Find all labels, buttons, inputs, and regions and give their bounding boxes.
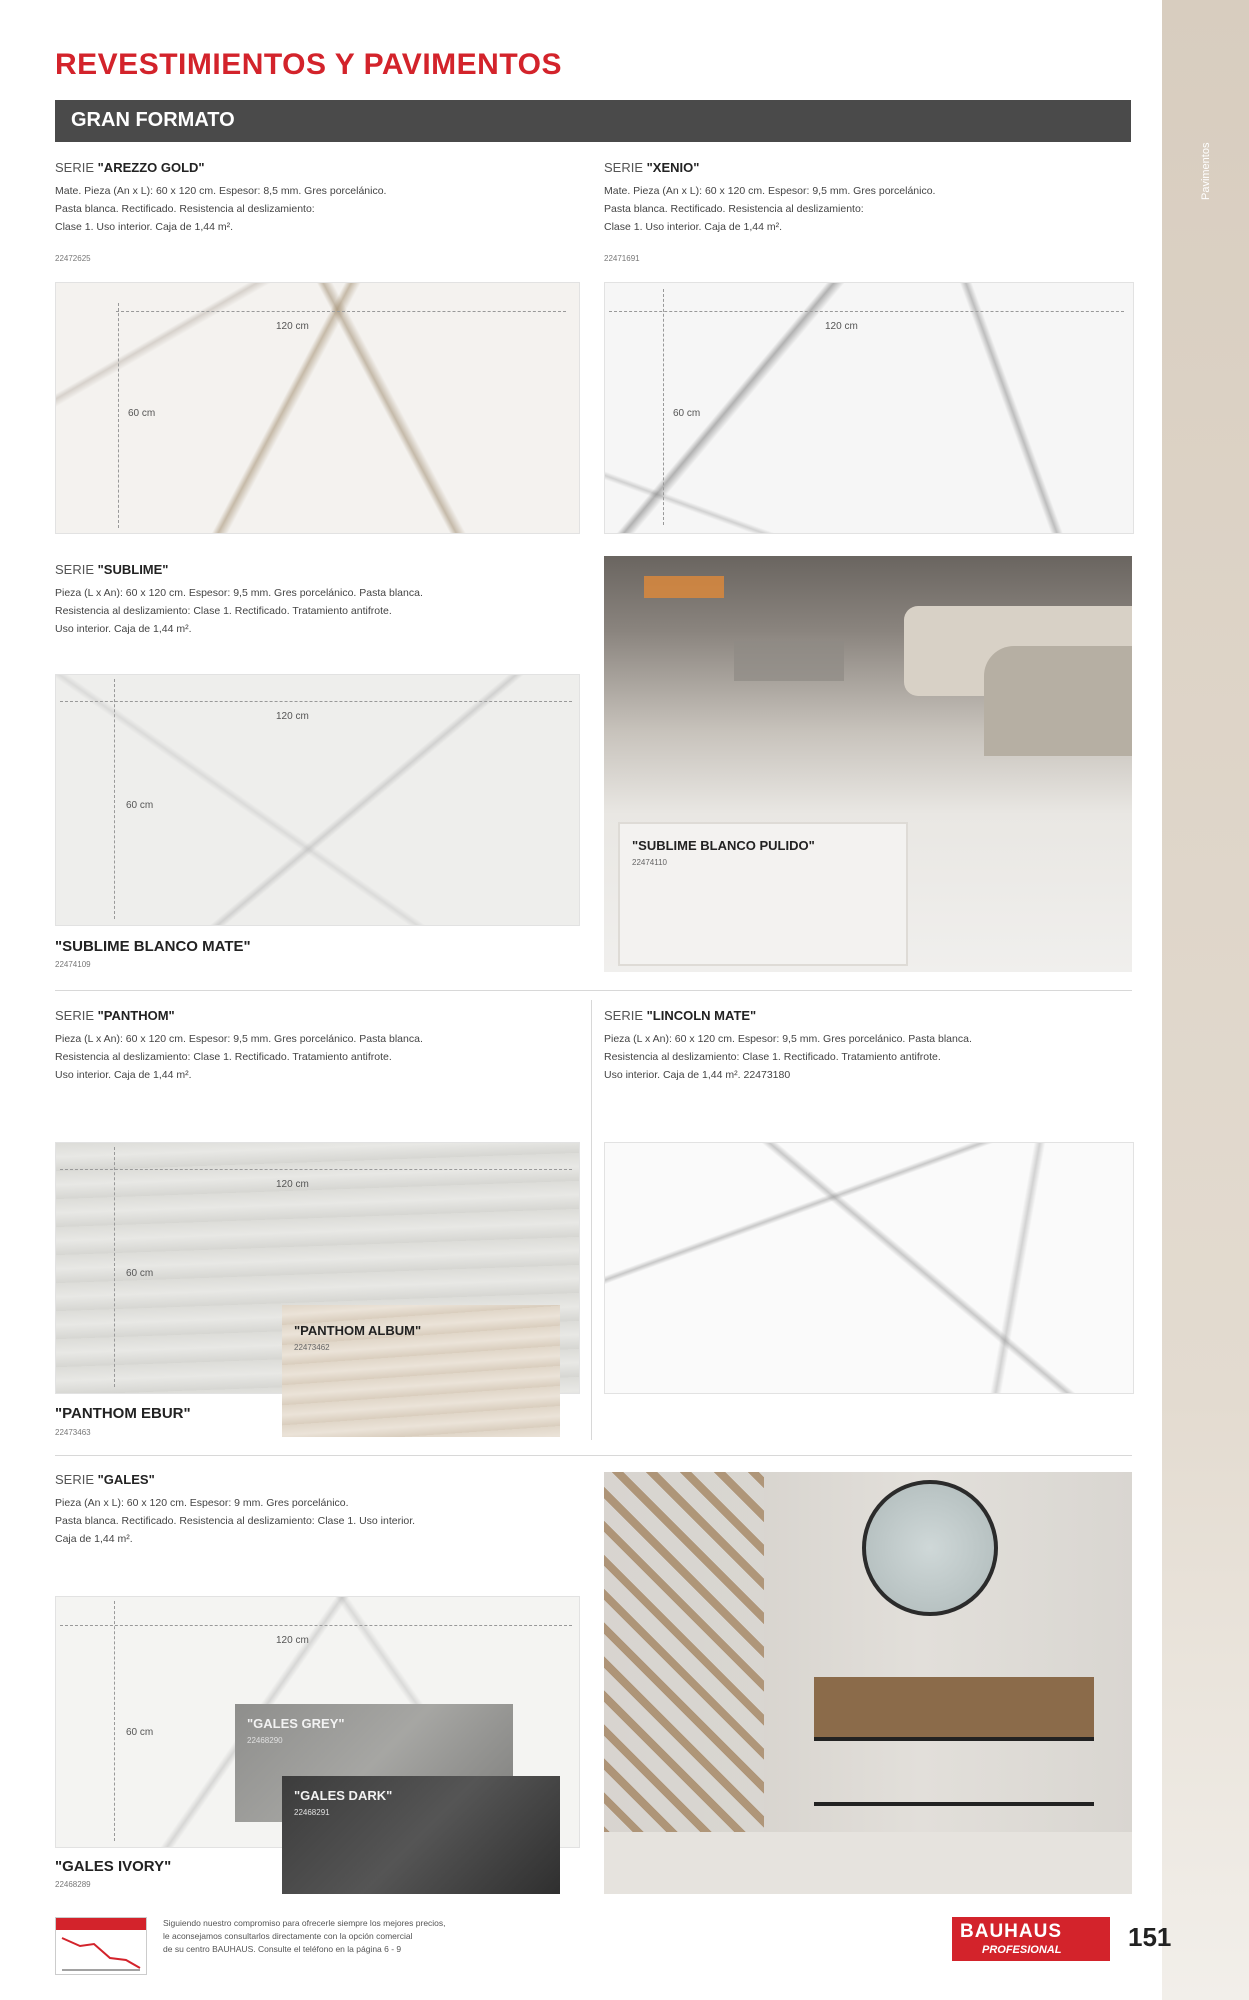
lincoln-desc: Pieza (L x An): 60 x 120 cm. Espesor: 9,5 mm. Gres porcelánico. Pasta blanca. Resistencia al deslizamiento: Clase 1. Rectificado. Tratamiento antifrote. Uso interior. Caja de 1,44 m². 22473180 [604,1033,972,1081]
gales-bathroom-photo [604,1472,1132,1894]
sublime-pulido-label: "SUBLIME BLANCO PULIDO" [632,838,815,853]
wall-pattern [604,1472,764,1894]
arezzo-height: 60 cm [128,408,156,419]
bauhaus-logo [952,1917,1110,1961]
gales-dark-swatch [282,1776,560,1894]
panthom-album-label: "PANTHOM ALBUM" [294,1323,422,1338]
vanity-shelf [814,1802,1094,1806]
sidebar-strip [1162,0,1249,2000]
series-xenio: SERIE "XENIO" [604,160,700,175]
vanity-frame [814,1737,1094,1741]
logo-bottom: PROFESIONAL [982,1944,1062,1956]
page-number: 151 [1128,1922,1172,1952]
xenio-code: 22471691 [604,254,640,263]
gales-ivory-code: 22468289 [55,1880,91,1889]
sublime-room-photo [604,556,1132,972]
series-lincoln: SERIE "LINCOLN MATE" [604,1008,757,1023]
price-chart-icon [55,1917,147,1975]
panthom-desc: Pieza (L x An): 60 x 120 cm. Espesor: 9,5 mm. Gres porcelánico. Pasta blanca. Resistencia al deslizamiento: Clase 1. Rectificado. Tratamiento antifrote. Uso interior. Caja de 1,44 m². [55,1033,423,1081]
round-mirror [862,1480,998,1616]
series-sublime: SERIE "SUBLIME" [55,562,169,577]
sofa-cushion-shape [984,646,1132,756]
gales-desc: Pieza (An x L): 60 x 120 cm. Espesor: 9 mm. Gres porcelánico. Pasta blanca. Rectificado. Resistencia al deslizamiento: Clase 1. Uso interior. Caja de 1,44 m². [55,1497,416,1545]
xenio-width: 120 cm [825,321,858,332]
lincoln-tile [604,1142,1134,1394]
xenio-tile [604,282,1134,534]
sublime-mate-label: "SUBLIME BLANCO MATE" [55,938,251,955]
series-arezzo: SERIE "AREZZO GOLD" [55,160,205,175]
arezzo-width: 120 cm [276,321,309,332]
price-chart-icon-graph [60,1932,142,1972]
sublime-tile [55,674,580,926]
sublime-desc: Pieza (L x An): 60 x 120 cm. Espesor: 9,5 mm. Gres porcelánico. Pasta blanca. Resistencia al deslizamiento: Clase 1. Rectificado. Tratamiento antifrote. Uso interior. Caja de 1,44 m². [55,587,423,635]
panthom-ebur-code: 22473463 [55,1428,91,1437]
section-band [55,100,1131,142]
floor [604,1832,1132,1894]
coffee-table-shape [734,641,844,681]
sublime-pulido-swatch [618,822,908,966]
gales-width: 120 cm [276,1635,309,1646]
fireplace-shape [644,576,724,598]
sublime-pulido-code: 22474110 [632,858,667,867]
arezzo-tile [55,282,580,534]
panthom-height: 60 cm [126,1268,154,1279]
xenio-height: 60 cm [673,408,701,419]
logo-top: BAUHAUS [960,1921,1062,1942]
gales-ivory-label: "GALES IVORY" [55,1858,172,1875]
divider-1 [55,990,1132,991]
gales-dark-label: "GALES DARK" [294,1788,393,1803]
gales-grey-label: "GALES GREY" [247,1716,345,1731]
panthom-album-swatch [282,1305,560,1437]
panthom-width: 120 cm [276,1179,309,1190]
footer-notice: Siguiendo nuestro compromiso para ofrecerle siempre los mejores precios, le aconsejamos consultarlos directamente con la opción comercial de su centro BAUHAUS. Consulte el teléfono en la página 6 - 9 [163,1918,446,1954]
gales-height: 60 cm [126,1727,154,1738]
series-panthom: SERIE "PANTHOM" [55,1008,175,1023]
sidebar-label: Pavimentos [1200,142,1212,200]
series-gales: SERIE "GALES" [55,1472,155,1487]
xenio-desc: Mate. Pieza (An x L): 60 x 120 cm. Espesor: 9,5 mm. Gres porcelánico. Pasta blanca. Rectificado. Resistencia al deslizamiento: Clase 1. Uso interior. Caja de 1,44 m². [604,185,936,233]
arezzo-code: 22472625 [55,254,91,263]
vanity-cabinet [814,1677,1094,1737]
divider-2 [55,1455,1132,1456]
gales-grey-code: 22468290 [247,1736,283,1745]
price-chart-icon-bar [56,1918,146,1930]
panthom-ebur-label: "PANTHOM EBUR" [55,1405,191,1422]
panthom-album-code: 22473462 [294,1343,330,1352]
divider-v [591,1000,592,1440]
sublime-width: 120 cm [276,711,309,722]
sublime-mate-code: 22474109 [55,960,91,969]
arezzo-desc: Mate. Pieza (An x L): 60 x 120 cm. Espesor: 8,5 mm. Gres porcelánico. Pasta blanca. Rectificado. Resistencia al deslizamiento: Clase 1. Uso interior. Caja de 1,44 m². [55,185,387,233]
gales-dark-code: 22468291 [294,1808,330,1817]
section-band-label: GRAN FORMATO [71,109,235,131]
sublime-height: 60 cm [126,800,154,811]
page-title: REVESTIMIENTOS Y PAVIMENTOS [55,48,562,81]
